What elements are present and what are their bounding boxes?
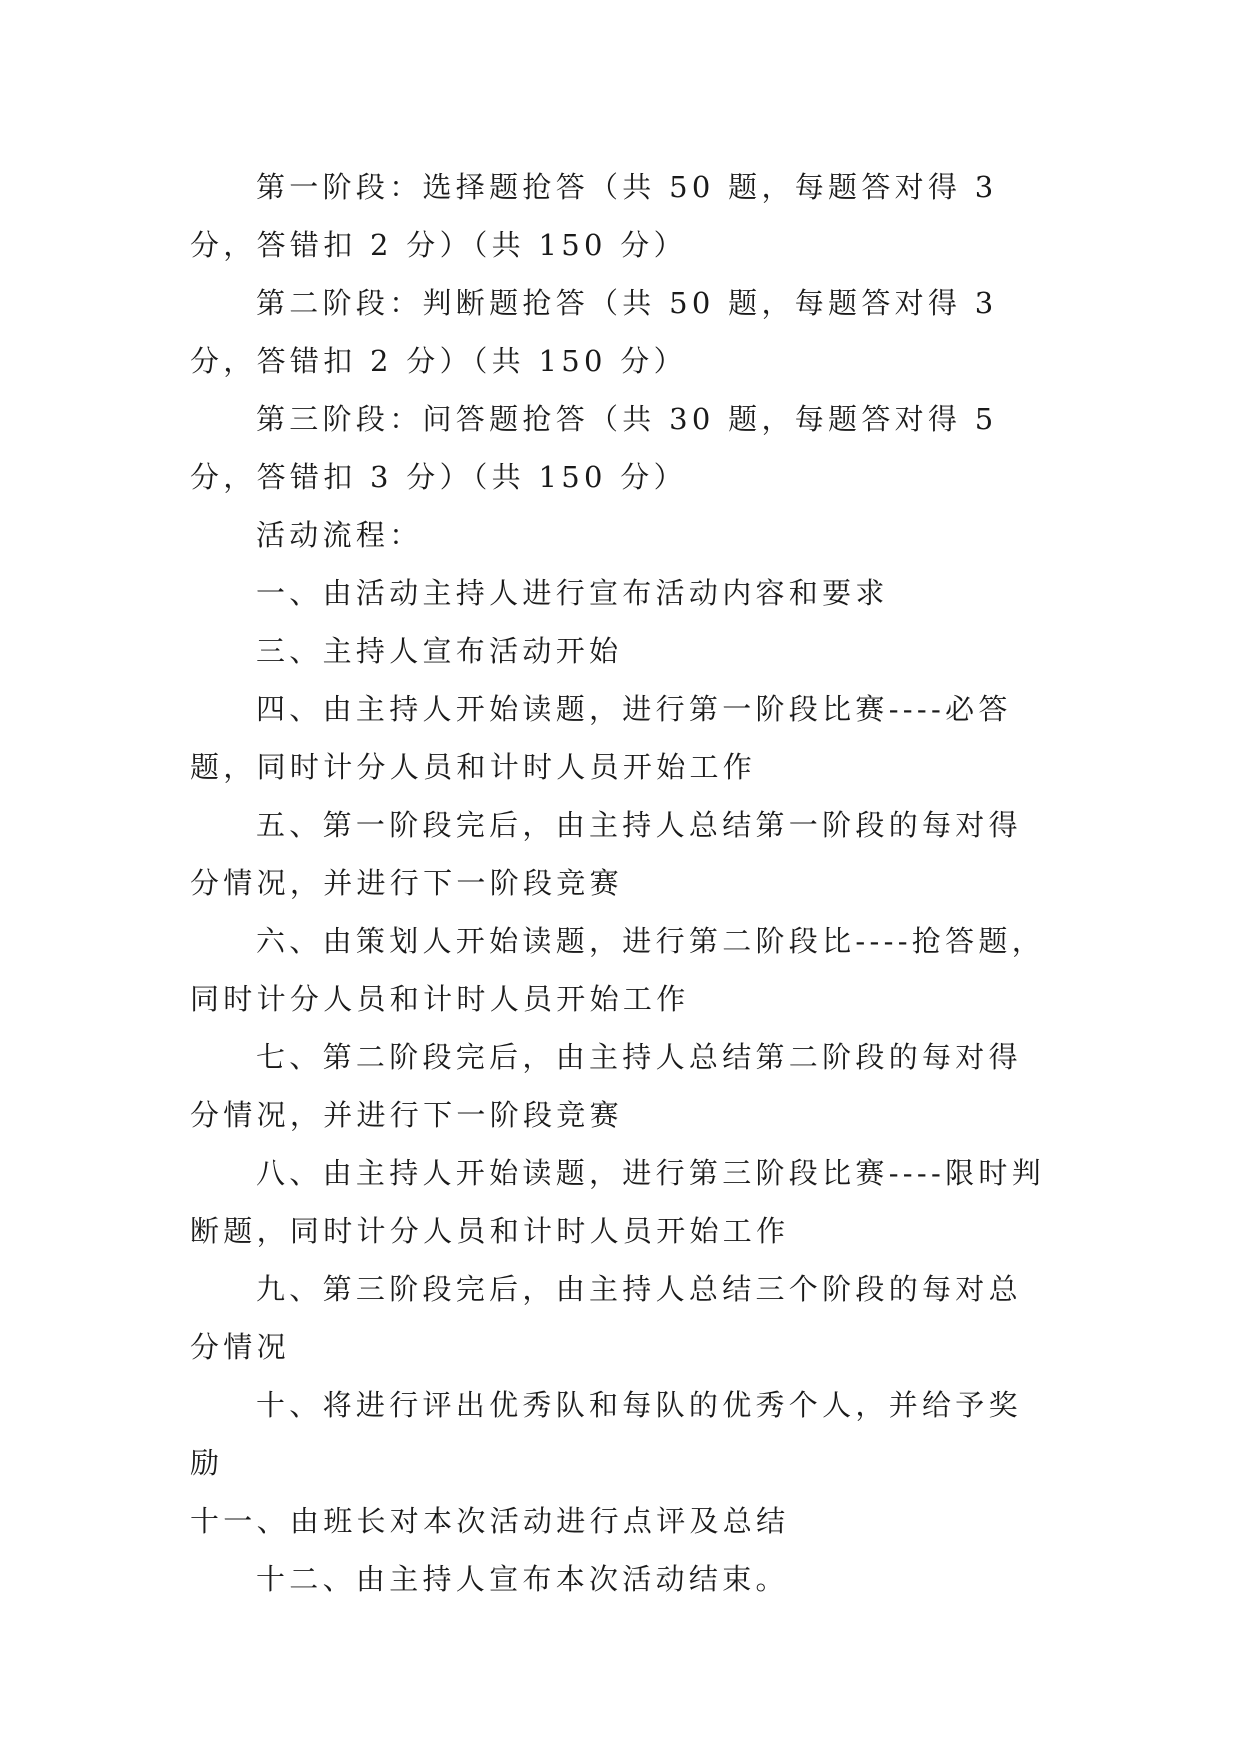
process-step-8: 八、由主持人开始读题，进行第三阶段比赛----限时判断题，同时计分人员和计时人员开始工作 (190, 1156, 1045, 1248)
process-step-6: 六、由策划人开始读题，进行第二阶段比----抢答题，同时计分人员和计时人员开始工作 (190, 924, 1045, 1016)
stage-three-rule: 第三阶段：问答题抢答（共 30 题，每题答对得 5 分，答错扣 3 分）（共 150 分） (190, 402, 998, 494)
stage-one-rule: 第一阶段：选择题抢答（共 50 题，每题答对得 3 分，答错扣 2 分）（共 150 分） (190, 170, 998, 262)
process-heading: 活动流程： (256, 518, 423, 552)
process-step-1: 一、由活动主持人进行宣布活动内容和要求 (256, 576, 889, 610)
process-step-9: 九、第三阶段完后，由主持人总结三个阶段的每对总分情况 (190, 1272, 1022, 1364)
process-step-5: 五、第一阶段完后，由主持人总结第一阶段的每对得分情况，并进行下一阶段竞赛 (190, 808, 1022, 900)
process-step-3: 三、主持人宣布活动开始 (256, 634, 623, 668)
document-body (190, 158, 1050, 1608)
process-step-12: 十二、由主持人宣布本次活动结束。 (256, 1562, 789, 1596)
process-step-7: 七、第二阶段完后，由主持人总结第二阶段的每对得分情况，并进行下一阶段竞赛 (190, 1040, 1022, 1132)
stage-two-rule: 第二阶段：判断题抢答（共 50 题，每题答对得 3 分，答错扣 2 分）（共 150 分） (190, 286, 998, 378)
process-step-11: 十一、由班长对本次活动进行点评及总结 (190, 1504, 790, 1538)
process-step-4: 四、由主持人开始读题，进行第一阶段比赛----必答题，同时计分人员和计时人员开始工作 (190, 692, 1012, 784)
process-step-10: 十、将进行评出优秀队和每队的优秀个人，并给予奖励 (190, 1388, 1022, 1480)
